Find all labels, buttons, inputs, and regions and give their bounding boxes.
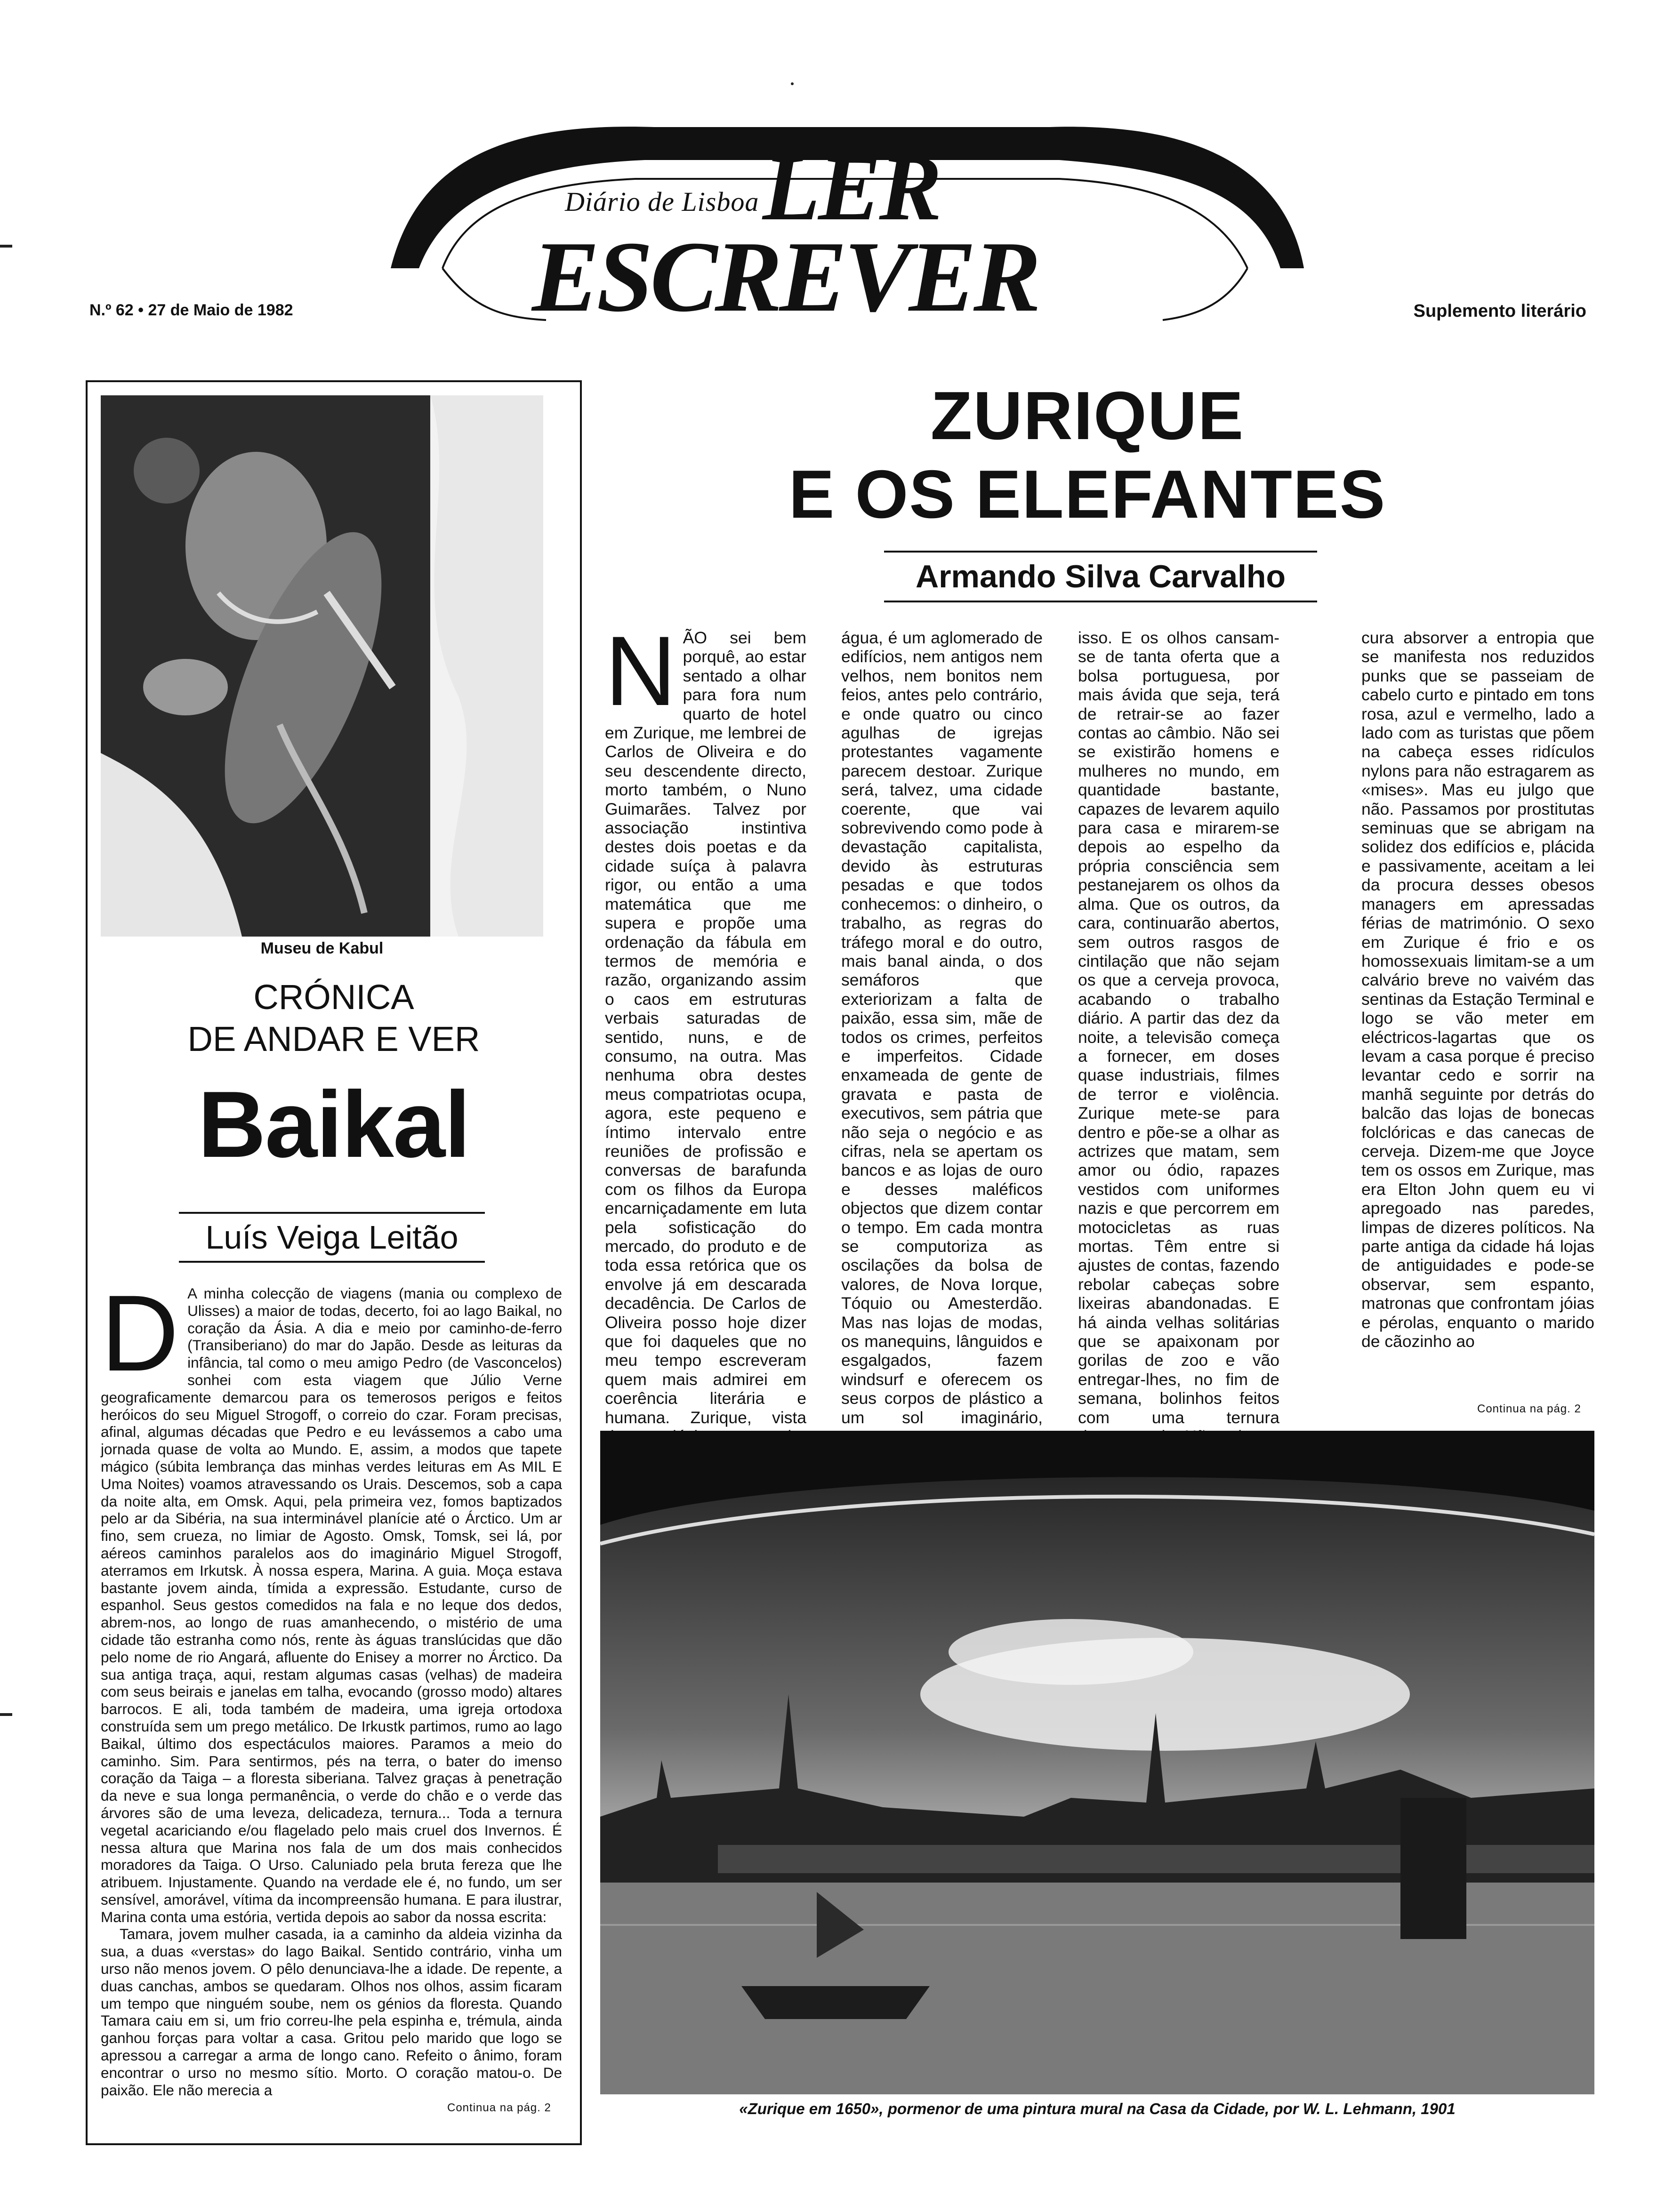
museum-relief-photo [101, 395, 543, 937]
left-body-text: A minha colecção de viagens (mania ou complexo de Ulisses) a maior de todas, decerto, foi ao lago Baikal, no coração da Ásia. A dia e meio por caminho-de-ferro (Transiberiano) do mar do Japão. Desde as leituras da infância, tal como o meu amigo Pedro (de Vasconcelos) sonhei com esta viagem que Júlio Verne geograficamente demarcou para os temerosos perigos e feitos heróicos do seu Miguel Strogoff, o correio do czar. Foram precisas, afinal, algumas décadas que Pedro e eu levássemos a cabo uma jornada quase de volta ao Mundo. E, assim, a modos que tapete mágico (súbita lembrança das minhas verdes leituras em As MIL E Uma Noites) voamos atravessando os Urais. Descemos, sob a capa da noite alta, em Omsk. Aqui, pela primeira vez, fomos baptizados pelo ar da Sibéria, na sua interminável planície até o Árctico. Um ar fino, sem crueza, no limiar de Agosto. Omsk, Tomsk, sei lá, por aéreos caminhos paralelos aos do imaginário Miguel Strogoff, aterramos em Irkutsk. À nossa espera, Marina. A guia. Moça estava bastante jovem ainda, tímida a expressão. Estudante, curso de espanhol. Seus gestos comedidos na fala e no leque dos dedos, abrem-nos, ao longo de ruas amanhecendo, o mistério de uma cidade tão estranha como nós, rente às águas translúcidas que dão pelo nome de rio Angará, afluente do Enisey a morrer no Árctico. Da sua antiga traça, aqui, restam algumas casas (velhas) de madeira com seus beirais e janelas em talha, evocando (grosso modo) altares barrocos. E ali, toda também de madeira, uma igreja ortodoxa construída sem um prego metálico. De Irkustk partimos, rumo ao lago Baikal, último dos espectáculos maiores. Paramos a meio do caminho. Sim. Para sentirmos, pés na terra, o bater do imenso coração da Taiga – a floresta siberiana. Talvez graças à penetração da neve e sua longa permanência, o verde do chão e o verde das árvores são de uma leveza, delicadeza, ternura... Toda a ternura vegetal acariciando e/ou flagelado pelo mais cruel dos Invernos. É nessa altura que Marina nos fala de um dos mais conhecidos moradores da Taiga. O Urso. Caluniado pela bruta fereza que lhe atribuem. Injustamente. Quando na verdade ele é, no fundo, um ser sensível, amorável, vítima da incompreensão humana. E para ilustrar, Marina conta uma estória, vertida depois ao sabor da nossa escrita: [101, 1285, 562, 1925]
left-continues-note: Continua na pág. 2 [447, 2101, 551, 2114]
main-continues-note: Continua na pág. 2 [1477, 1403, 1581, 1415]
left-dropcap: D [101, 1273, 179, 1394]
main-dropcap: N [605, 616, 676, 726]
masthead-title-ler: LER [763, 136, 940, 240]
left-article-author: Luís Veiga Leitão [179, 1212, 485, 1263]
left-article-body [101, 1273, 562, 2101]
margin-mark [0, 1713, 12, 1716]
left-kicker-line: DE ANDAR E VER [187, 1019, 480, 1058]
main-column-1-text: ÃO sei bem porquê, ao estar sentado a olhar para fora num quarto de hotel em Zurique, me lembrei de Carlos de Oliveira e do seu descendente directo, morto também, o Nuno Guimarães. Talvez por associação instintiva destes dois poetas e da cidade suíça à palavra rigor, ou então a uma matemática que me supera e propõe uma ordenação da fábula em termos de memória e razão, organizando assim o caos em estruturas verbais saturadas de sentido, nuns, e de consumo, na outra. Mas nenhuma obra destes meus compatriotas ocupa, agora, este pequeno e íntimo intervalo entre reuniões de profissão e conversas de barafunda com os filhos da Europa encarniçadamente em luta pela sofisticação do mercado, do produto e de toda essa retórica que os envolve já em descarada decadência. De Carlos de Oliveira posso hoje dizer que foi daqueles que no meu tempo escreveram quem mais admirei em coerência literária e humana. Zurique, vista [605, 628, 806, 1427]
masthead-paper-name: Diário de Lisboa [565, 186, 759, 217]
section-label: Suplemento literário [1413, 301, 1586, 321]
main-photo-caption: «Zurique em 1650», pormenor de uma pintura mural na Casa da Cidade, por W. L. Lehmann, 1901 [739, 2100, 1456, 2117]
main-column-3: isso. E os olhos cansam-se de tanta oferta que a bolsa portuguesa, por mais ávida que seja, terá de retrair-se ao fazer contas ao câmbio. Não sei se existirão homens e mulheres no mundo, em quantidade bastante, capazes de levarem aquilo para casa e mirarem-se depois ao espelho da própria consciência sem pestanejarem os olhos da alma. Que os outros, da cara, continuarão abertos, sem outros rasgos de cintilação que não sejam os que a cerveja provoca, acabando o trabalho diário. A partir das dez da noite, a televisão começa a fornecer, em doses quase industriais, filmes de terror e violência. Zurique mete-se para dentro e põe-se a olhar as actrizes que matam, sem amor ou ódio, rapazes vestidos com uniformes nazis e que percorrem em motocicletas as ruas mortas. Têm entre si ajustes de contas, fazendo rebolar cabeças sobre lixeiras abandonadas. E há ainda velhas solitárias que se apaixonam por gorilas de zoo e vão entregar-lhes, no fim de semana, bolinhos feitos com uma ternura [1078, 628, 1279, 1427]
left-kicker [101, 977, 567, 1060]
zurich-painting-photo [600, 1431, 1594, 2094]
main-article-author: Armando Silva Carvalho [884, 551, 1317, 602]
zurich-painting-image [600, 1431, 1594, 2094]
masthead-title-escrever: ESCREVER [532, 220, 1038, 333]
left-body-text-2: Tamara, jovem mulher casada, ia a caminho da aldeia vizinha da sua, a duas «verstas» do lago Baikal. Sentido contrário, vinha um urso não menos jovem. O pêlo denunciava-lhe a idade. De repente, a duas canchas, ambos se quedaram. Olhos nos olhos, assim ficaram um tempo que ninguém soube, nem os génios da floresta. Quando Tamara caiu em si, um frio correu-lhe pela espinha e, trémula, ainda ganhou forças para voltar a casa. Gritou pelo marido que logo se apressou a carregar a arma de longo cano. Refeito o ânimo, foram encontrar o urso no mesmo sítio. Morto. O coração matou-o. De paixão. Ele não merecia a [101, 1925, 562, 2099]
main-column-1 [605, 616, 806, 1427]
left-photo-caption: Museu de Kabul [260, 939, 384, 957]
dust-speck [791, 82, 794, 85]
main-column-2: água, é um aglomerado de edifícios, nem antigos nem velhos, nem bonitos nem feios, antes pelo contrário, e onde quatro ou cinco agulhas de igrejas protestantes vagamente parecem destoar. Zurique será, talvez, uma cidade coerente, que vai sobrevivendo como pode à devastação capitalista, devido às estruturas pesadas e que todos conhecemos: o dinheiro, o trabalho, as regras do tráfego moral e do outro, mais banal ainda, o dos semáforos que exteriorizam a falta de paixão, essa sim, mãe de todos os crimes, perfeitos e imperfeitos. Cidade enxameada de gente de gravata e pasta de executivos, sem pátria que não seja o negócio e as cifras, nela se apertam os bancos e as lojas de ouro e desses maléficos objectos que dizem contar o tempo. Em cada montra se computoriza as oscilações da bolsa de valores, de Nova Iorque, Tóquio ou Amesterdão. Mas nas lojas de modas, os manequins, lânguidos e esgalgados, fazem windsurf e oferecem os seus corpos de plástico a um sol imaginário, [841, 628, 1043, 1427]
main-article-title [748, 377, 1426, 534]
main-column-4: cura absorver a entropia que se manifesta nos reduzidos punks que se passeiam de cabelo curto e pintado em tons rosa, azul e vermelho, lado a lado com as turistas que põem na cabeça esses ridículos nylons para não estragarem as «mises». Mas eu julgo que não. Passamos por prostitutas seminuas que se abrigam na solidez dos edifícios e, plácida e passivamente, aceitam a lei da procura desses obesos managers em apressadas férias de matrimónio. O sexo em Zurique é frio e os homossexuais limitam-se a um calvário breve no vaivém das sentinas da Estação Terminal e logo se vão meter em eléctricos-lagartas que os levam a casa porque é preciso levantar cedo e sorrir na manhã seguinte por detrás do balcão das lojas de bonecas folclóricas e das canecas de cerveja. Dizem-me que Joyce tem os ossos em Zurique, mas era Elton John quem eu vi apregoado nas paredes, limpas de dizeres políticos. Na parte antiga da cidade há lojas de antiguidades e pode-se observar, sem espanto, matronas que confrontam jóias e pérolas, enquanto o marido de cãozinho ao [1361, 628, 1594, 1351]
left-article-title: Baikal [198, 1072, 470, 1177]
main-title-line: E OS ELEFANTES [788, 456, 1386, 532]
margin-mark [0, 245, 12, 248]
main-title-line: ZURIQUE [930, 377, 1245, 454]
left-kicker-line: CRÓNICA [253, 978, 414, 1017]
issue-info: N.º 62 • 27 de Maio de 1982 [89, 301, 293, 319]
relief-image [101, 395, 543, 937]
